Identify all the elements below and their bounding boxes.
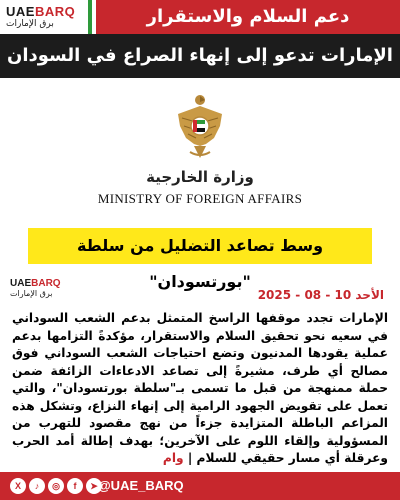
ministry-header (0, 78, 400, 226)
small-logo-accent-text: BARQ (31, 278, 61, 289)
logo-accent-text: BARQ (34, 4, 76, 19)
headline: وسط تصاعد التضليل من سلطة "بورتسودان" (28, 228, 372, 264)
article-body (12, 310, 388, 468)
tiktok-icon[interactable]: ♪ (29, 478, 45, 494)
small-logo-arabic-text: برق الإمارات (10, 289, 53, 298)
top-bar (0, 0, 400, 34)
ministry-name-english: MINISTRY OF FOREIGN AFFAIRS (97, 191, 303, 206)
social-icons (10, 478, 102, 494)
article-body-text: الإمارات تجدد موقفها الراسخ المتمثل بدعم الشعب السوداني في سعيه نحو تحقيق السلام والاستقرار، مؤكدةً التزامها بدعم عملية يقودها المدنيون وتضع احتياجات الشعب السوداني فوق مصالح أي طرف، مشيرةً إلى تصاعد الادعاءات الزائفة ضمن حملة ممنهجة من قبل ما تسمى بـ"سلطة بورتسودان"، والتي تعمل على تقويض الجهود الرامية إلى إنهاء النزاع، وتشكل هذه المزاعم الباطلة المتزايدة جزءاً من نهج مقصود للتهرب من المسؤولية وإلقاء اللوم على الآخرين؛ بهدف إطالة أمد الحرب وعرقلة أي مسار حقيقي للسلام | (12, 311, 388, 465)
footer-bar (0, 472, 400, 500)
x-icon[interactable]: X (10, 478, 26, 494)
brand-logo[interactable] (0, 0, 92, 34)
logo-text: UAE (6, 4, 35, 19)
social-handle[interactable]: @UAE_BARQ (98, 478, 184, 493)
telegram-icon[interactable]: ➤ (86, 478, 102, 494)
post-date: الأحد 10 - 08 - 2025 (257, 288, 384, 302)
uae-falcon-emblem-icon (176, 92, 224, 162)
page-title: الإمارات تدعو إلى إنهاء الصراع في السودان (0, 34, 400, 78)
instagram-icon[interactable]: ◎ (48, 478, 64, 494)
ministry-name-arabic: وزارة الخارجية (146, 168, 254, 186)
logo-arabic-text: برق الإمارات (6, 19, 54, 29)
small-logo-text: UAE (10, 278, 32, 289)
campaign-banner: دعم السلام والاستقرار (96, 0, 400, 34)
small-brand-logo (10, 278, 70, 304)
source-tag: وام (162, 451, 184, 465)
facebook-icon[interactable]: f (67, 478, 83, 494)
